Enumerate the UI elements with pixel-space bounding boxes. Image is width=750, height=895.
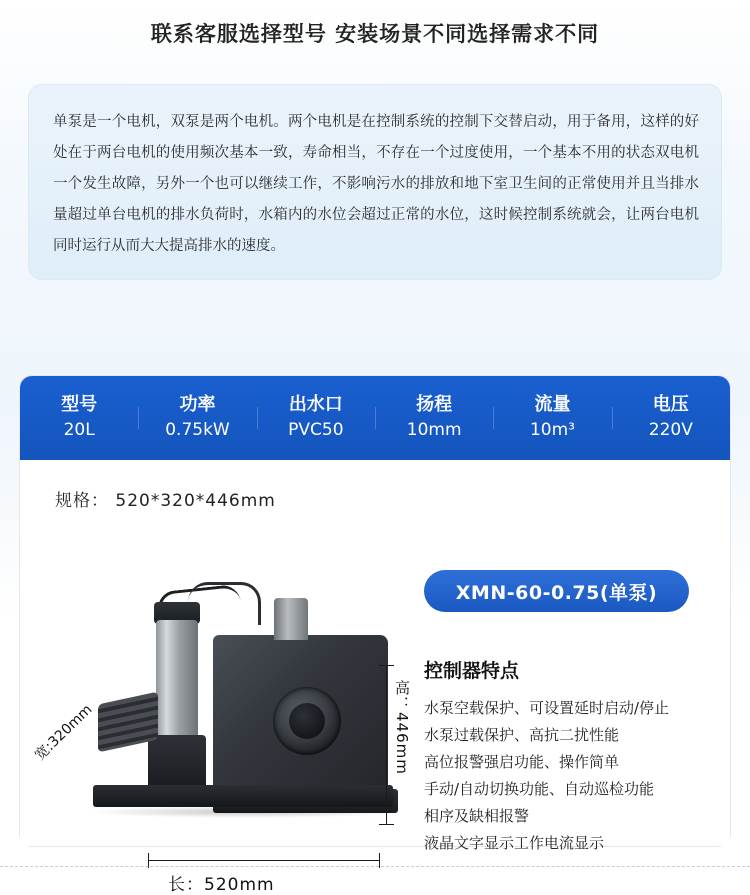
- spec-cell-model: [20, 393, 138, 443]
- spec-value: 220V: [648, 420, 693, 440]
- feature-item: 手动/自动切换功能、自动巡检功能: [424, 780, 655, 798]
- spec-cell-head: [375, 393, 493, 443]
- spec-label: 出水口: [288, 394, 343, 415]
- page-title: 联系客服选择型号 安装场景不同选择需求不同: [150, 22, 600, 46]
- features-title: 控制器特点: [424, 660, 520, 682]
- length-measure-label: 长：520mm: [168, 875, 275, 895]
- spec-value: 0.75kW: [165, 420, 230, 440]
- feature-item: 相序及缺相报警: [424, 807, 530, 825]
- feature-item: 水泵过载保护、高抗二扰性能: [424, 726, 620, 744]
- spec-cell-outlet: [257, 393, 375, 443]
- feature-item: 液晶文字显示工作电流显示: [424, 834, 605, 852]
- width-measure-label: 宽:320mm: [32, 701, 96, 764]
- panel-body: [20, 460, 730, 895]
- height-measure-line: [386, 665, 387, 825]
- product-shadow: [86, 806, 406, 818]
- base-plate: [93, 785, 393, 807]
- model-badge: XMN-60-0.75(单泵): [424, 570, 689, 612]
- features-block: [424, 656, 724, 857]
- spec-value: 20L: [63, 420, 95, 440]
- intro-card: [28, 84, 722, 280]
- intro-paragraph: 单泵是一个电机，双泵是两个电机。两个电机是在控制系统的控制下交替启动，用于备用，这样的好处在于两台电机的使用频次基本一致，寿命相当，不存在一个过度使用，一个基本不用的状态双电机一个发生故障，另外一个也可以继续工作，不影响污水的排放和地下室卫生间的正常使用并且当排水量超过单台电机的排水负荷时，水箱内的水位会超过正常的水位，这时候控制系统就会，让两台电机同时运行从而大大提高排水的速度。: [53, 114, 699, 254]
- height-measure-label: 高：446mm: [393, 680, 411, 775]
- spec-cell-voltage: [612, 393, 730, 443]
- spec-value: PVC50: [288, 420, 344, 440]
- spec-value: 10mm: [406, 420, 462, 440]
- length-measure-line: [148, 860, 380, 861]
- spec-value: 10m³: [529, 420, 575, 440]
- spec-label: 扬程: [416, 394, 453, 415]
- spec-label: 电压: [652, 394, 689, 415]
- spec-label: 流量: [534, 394, 571, 415]
- spec-cell-power: [138, 393, 256, 443]
- motor-cylinder: [156, 620, 198, 738]
- dimension-text: 规格： 520*320*446mm: [55, 491, 276, 511]
- spec-bar: [20, 376, 730, 460]
- pump-inlet: [274, 598, 308, 640]
- bottom-divider: [0, 866, 750, 867]
- product-image: [38, 580, 418, 830]
- spec-cell-flow: [493, 393, 611, 443]
- product-panel: [20, 376, 730, 895]
- feature-item: 高位报警强启功能、操作简单: [424, 753, 620, 771]
- spec-label: 型号: [61, 394, 98, 415]
- pump-housing: [213, 635, 388, 795]
- feature-item: 水泵空载保护、可设置延时启动/停止: [424, 699, 670, 717]
- pump-motor-cover: [273, 687, 341, 755]
- spec-label: 功率: [179, 394, 216, 415]
